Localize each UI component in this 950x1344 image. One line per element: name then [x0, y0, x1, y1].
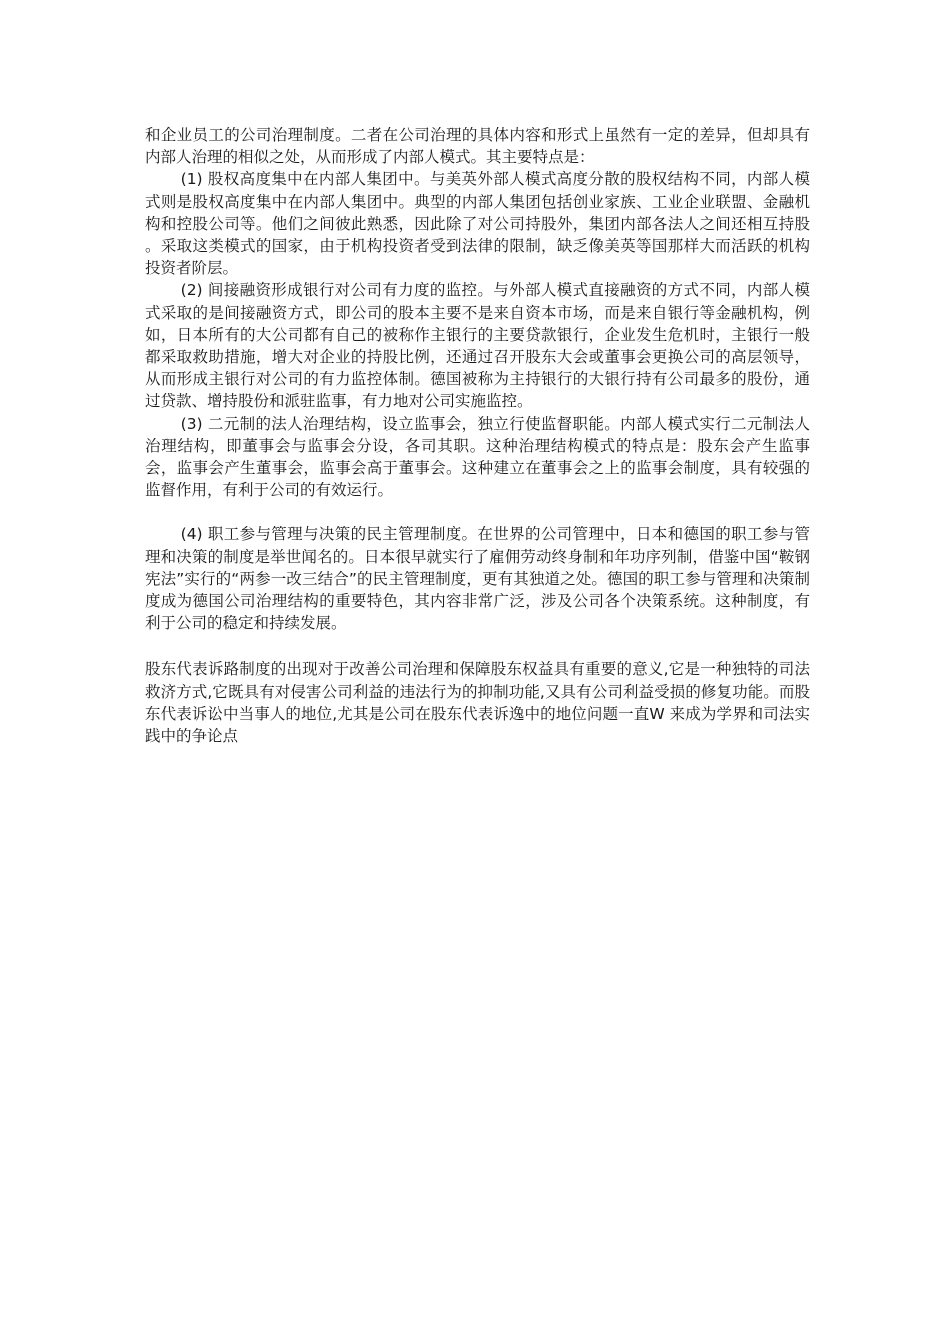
- document-body: [145, 124, 810, 747]
- paragraph-point-1: (1) 股权高度集中在内部人集团中。与美英外部人模式高度分散的股权结构不同，内部人模式则是股权高度集中在内部人集团中。典型的内部人集团包括创业家族、工业企业联盟、金融机构和控股公司等。他们之间彼此熟悉，因此除了对公司持股外，集团内部各法人之间还相互持股 。采取这类模式的国家，由于机构投资者受到法律的限制，缺乏像美英等国那样大而活跃的机构投资者阶层。: [145, 170, 810, 278]
- paragraph-point-4: (4) 职工参与管理与决策的民主管理制度。在世界的公司管理中，日本和德国的职工参与管理和决策的制度是举世闻名的。日本很早就实行了雇佣劳动终身制和年功序列制，借鉴中国“鞍钢宪法”实行的“两参一改三结合”的民主管理制度，更有其独道之处。德国的职工参与管理和决策制度成为德国公司治理结构的重要特色，其内容非常广泛，涉及公司各个决策系统。这种制度，有利于公司的稳定和持续发展。: [145, 525, 810, 633]
- paragraph-derivative-suit: 股东代表诉路制度的出现对于改善公司治理和保障股东权益具有重要的意义,它是一种独特的司法救济方式,它既具有对侵害公司利益的违法行为的抑制功能,又具有公司利益受损的修复功能。而股东代表诉讼中当事人的地位,尤其是公司在股东代表诉逸中的地位问题一直W 来成为学界和司法实践中的争论点: [145, 660, 810, 746]
- paragraph-intro: 和企业员工的公司治理制度。二者在公司治理的具体内容和形式上虽然有一定的差异，但却具有内部人治理的相似之处，从而形成了内部人模式。其主要特点是：: [145, 126, 810, 167]
- paragraph-point-2: (2) 间接融资形成银行对公司有力度的监控。与外部人模式直接融资的方式不同，内部人模式采取的是间接融资方式，即公司的股本主要不是来自资本市场，而是来自银行等金融机构，例如，日本所有的大公司都有自己的被称作主银行的主要贷款银行，企业发生危机时，主银行一般都采取救助措施，增大对企业的持股比例，还通过召开股东大会或董事会更换公司的高层领导，从而形成主银行对公司的有力监控体制。德国被称为主持银行的大银行持有公司最多的股份，通过贷款、增持股份和派驻监事，有力地对公司实施监控。: [145, 281, 810, 411]
- paragraph-point-3: (3) 二元制的法人治理结构，设立监事会，独立行使监督职能。内部人模式实行二元制法人治理结构，即董事会与监事会分设，各司其职。这种治理结构模式的特点是：股东会产生监事会，监事会产生董事会，监事会高于董事会。这种建立在董事会之上的监事会制度，具有较强的监督作用，有利于公司的有效运行。: [145, 414, 810, 500]
